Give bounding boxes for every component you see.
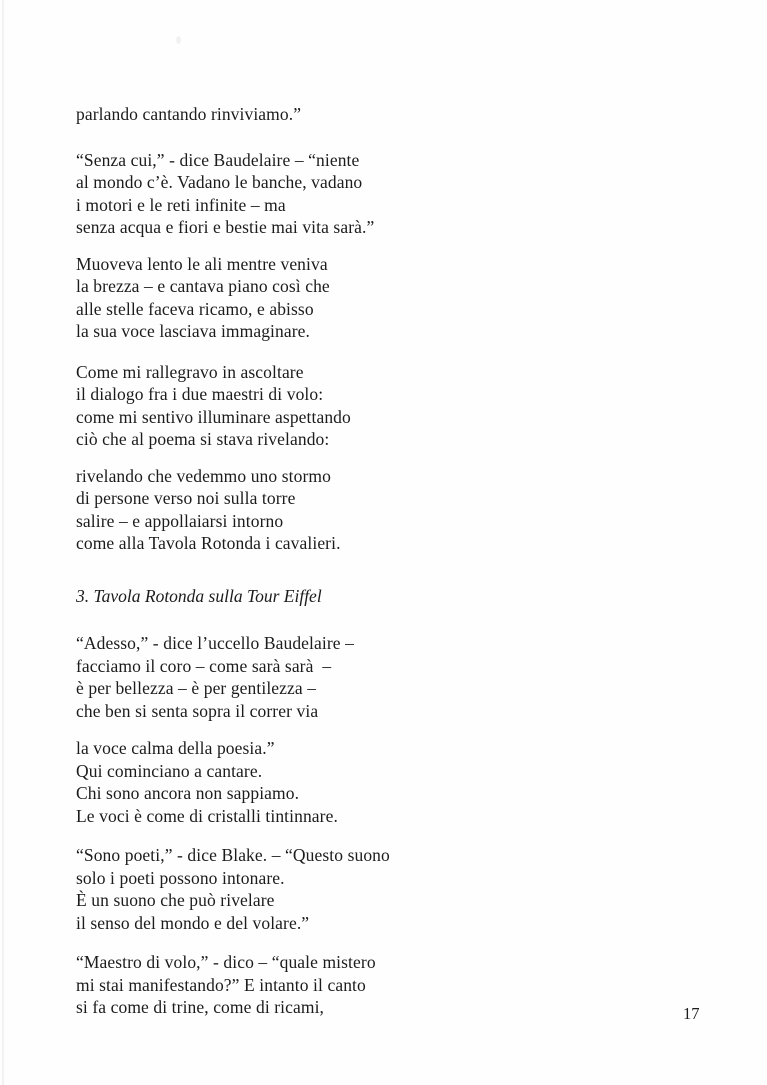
scan-edge-artifact <box>2 0 4 1085</box>
page-number: 17 <box>683 1004 700 1023</box>
poem-line: Qui cominciano a cantare. <box>76 760 263 781</box>
stanza <box>76 737 390 827</box>
poem-text-block <box>76 103 390 1019</box>
poem-line: la sua voce lasciava immaginare. <box>76 321 310 341</box>
poem-line: “Sono poeti,” - dice Blake. – “Questo suono <box>76 845 390 865</box>
stanza <box>76 253 390 343</box>
scan-smudge-artifact <box>176 36 181 44</box>
poem-line: alle stelle faceva ricamo, e abisso <box>76 298 314 319</box>
stanza <box>76 103 390 126</box>
poem-line: rivelando che vedemmo uno stormo <box>76 465 331 486</box>
poem-line: la brezza – e cantava piano così che <box>76 276 330 296</box>
poem-line: Muoveva lento le ali mentre veniva <box>76 253 328 274</box>
poem-line: “Senza cui,” - dice Baudelaire – “niente <box>76 149 360 170</box>
poem-line: di persone verso noi sulla torre <box>76 488 296 508</box>
poem-line: salire – e appollaiarsi intorno <box>76 510 284 531</box>
poem-line: Le voci è come di cristalli tintinnare. <box>76 805 338 826</box>
poem-line: il dialogo fra i due maestri di volo: <box>76 384 324 404</box>
poem-line: ciò che al poema si stava rivelando: <box>76 429 330 449</box>
poem-line: Chi sono ancora non sappiamo. <box>76 783 300 803</box>
poem-line: che ben si senta sopra il correr via <box>76 700 319 721</box>
poem-line: “Adesso,” - dice l’uccello Baudelaire – <box>76 633 354 653</box>
poem-line: senza acqua e fiori e bestie mai vita sarà.” <box>76 217 375 237</box>
stanza <box>76 951 390 1019</box>
poem-line: si fa come di trine, come di ricami, <box>76 997 325 1017</box>
stanza <box>76 149 390 239</box>
poem-line: solo i poeti possono intonare. <box>76 867 285 888</box>
poem-line: i motori e le reti infinite – ma <box>76 194 286 215</box>
poem-line: parlando cantando rinviviamo.” <box>76 104 302 124</box>
poem-line: facciamo il coro – come sarà sarà – <box>76 655 332 676</box>
poem-line: mi stai manifestando?” E intanto il canto <box>76 974 366 995</box>
poem-line: come mi sentivo illuminare aspettando <box>76 406 351 427</box>
poem-line: come alla Tavola Rotonda i cavalieri. <box>76 533 341 553</box>
stanza <box>76 844 390 934</box>
poem-line: “Maestro di volo,” - dico – “quale mistero <box>76 952 376 972</box>
poem-line: al mondo c’è. Vadano le banche, vadano <box>76 172 363 192</box>
poem-line: È un suono che può rivelare <box>76 890 275 910</box>
poem-line: è per bellezza – è per gentilezza – <box>76 678 317 698</box>
poem-line: il senso del mondo e del volare.” <box>76 912 310 933</box>
stanza <box>76 361 390 451</box>
poem-line: Come mi rallegravo in ascoltare <box>76 361 304 382</box>
stanza <box>76 465 390 555</box>
stanza <box>76 632 390 722</box>
poem-line: la voce calma della poesia.” <box>76 738 275 758</box>
section-heading: 3. Tavola Rotonda sulla Tour Eiffel <box>76 585 322 606</box>
